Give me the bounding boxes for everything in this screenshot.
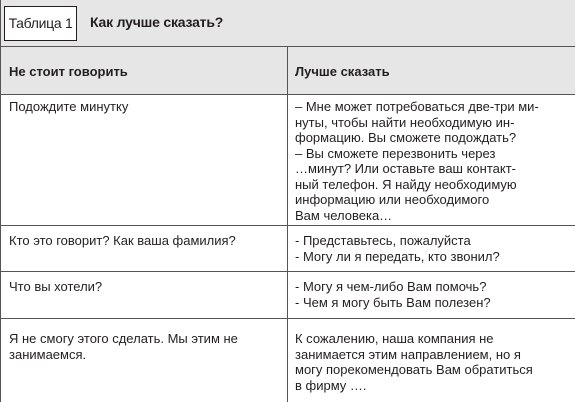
cell-text-line: занимается этим направлением, но я <box>295 346 521 362</box>
column-divider <box>287 319 288 402</box>
cell-text-line: Что вы хотели? <box>9 279 103 294</box>
cell-text-line: К сожалению, наша компания не <box>295 331 494 346</box>
table-row <box>1 272 575 319</box>
cell-text-line: Подождите минутку <box>9 99 129 114</box>
cell-text-line: - Представьтесь, пожалуйста <box>295 233 471 248</box>
cell-better-say <box>295 279 570 310</box>
table-row <box>1 95 575 226</box>
column-divider <box>287 272 288 319</box>
table-row <box>1 319 575 402</box>
cell-better-say <box>295 99 570 223</box>
table-title-bar <box>1 0 575 47</box>
table-header-row <box>1 47 575 95</box>
cell-dont-say <box>9 233 281 249</box>
cell-text-line: ный телефон. Я найду необходимую <box>295 176 517 192</box>
cell-text-line: формацию. Вы сможете подождать? <box>295 130 517 145</box>
column-divider <box>287 95 288 226</box>
cell-text-line: занимаемся. <box>9 346 87 362</box>
cell-dont-say <box>9 331 281 362</box>
header-dont-say: Не стоит говорить <box>9 64 128 79</box>
header-column-divider <box>287 47 288 95</box>
column-divider <box>287 226 288 272</box>
cell-dont-say <box>9 279 281 295</box>
cell-text-line: Я не смогу этого сделать. Мы этим не <box>9 331 238 346</box>
cell-better-say <box>295 331 570 393</box>
table-number-label: Таблица 1 <box>4 6 77 41</box>
header-better-say: Лучше сказать <box>295 64 390 79</box>
cell-text-line: информацию или необходимого <box>295 192 490 207</box>
cell-dont-say <box>9 99 281 115</box>
cell-text-line: - Могу ли я передать, кто звонил? <box>295 248 500 264</box>
cell-text-line: в фирму …. <box>295 377 367 393</box>
cell-text-line: - Чем я могу быть Вам полезен? <box>295 294 491 310</box>
cell-better-say <box>295 233 570 264</box>
cell-text-line: …минут? Или оставьте ваш контакт- <box>295 161 516 176</box>
cell-text-line: нуты, чтобы найти необходимую ин- <box>295 114 515 130</box>
cell-text-line: Кто это говорит? Как ваша фамилия? <box>9 233 236 248</box>
cell-text-line: - Могу я чем-либо Вам помочь? <box>295 279 487 294</box>
table-title: Как лучше сказать? <box>90 14 224 30</box>
cell-text-line: – Мне может потребоваться две-три ми- <box>295 99 539 114</box>
cell-text-line: могу порекомендовать Вам обратиться <box>295 362 533 377</box>
cell-text-line: Вам человека… <box>295 207 393 223</box>
table-row <box>1 226 575 272</box>
cell-text-line: – Вы сможете перезвонить через <box>295 145 496 161</box>
